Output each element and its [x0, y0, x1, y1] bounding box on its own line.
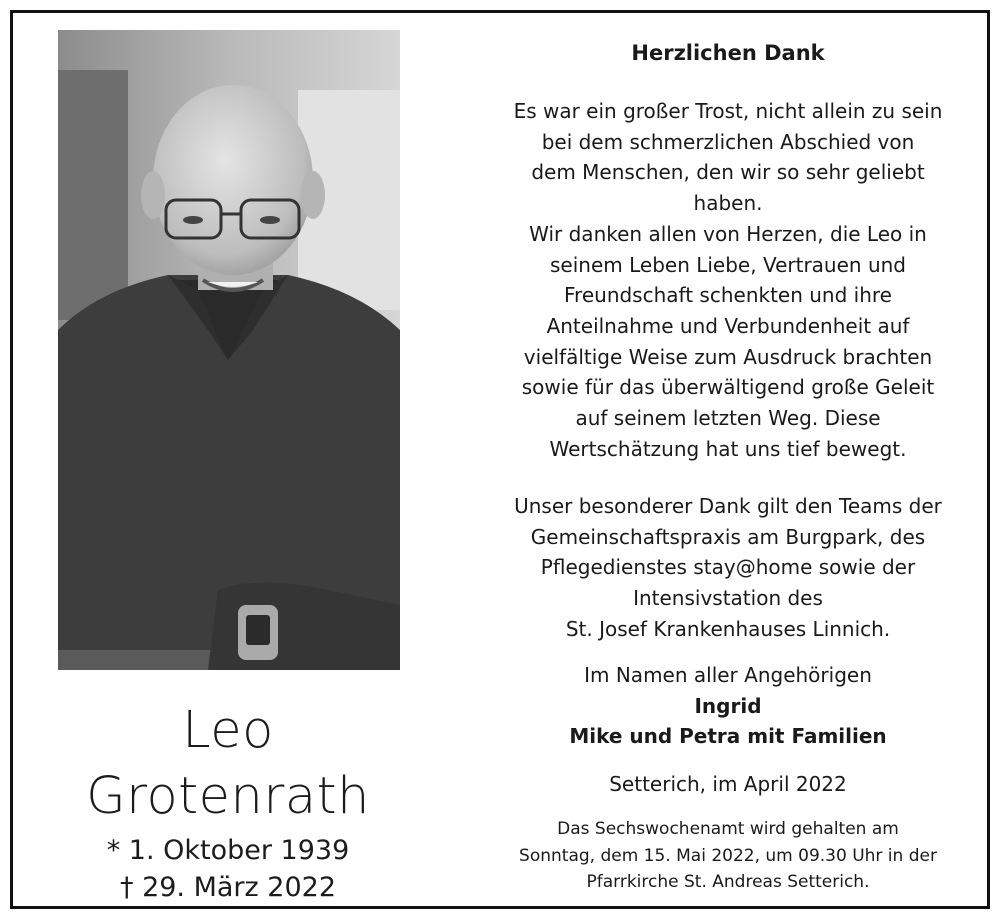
text-line: Es war ein großer Trost, nicht allein zu sein	[513, 99, 943, 123]
text-line: Anteilnahme und Verbundenheit auf	[546, 313, 910, 338]
text-line: Intensivstation des	[633, 586, 823, 611]
thanks-heading: Herzlichen Dank	[631, 41, 825, 65]
text-line: Das Sechswochenamt wird gehalten am	[557, 819, 899, 839]
text-line: haben.	[693, 191, 763, 216]
signature-block	[483, 660, 973, 752]
text-line: seinem Leben Liebe, Vertrauen und	[550, 252, 906, 277]
text-line: vielfältige Weise zum Ausdruck brachten	[523, 344, 933, 369]
signature-intro: Im Namen aller Angehörigen	[584, 663, 872, 687]
text-line: Sonntag, dem 15. Mai 2022, um 09.30 Uhr in der	[519, 845, 937, 866]
text-line: auf seinem letzten Weg. Diese	[575, 406, 881, 431]
text-line: Pflegedienstes stay@home sowie der	[540, 555, 916, 580]
text-line: bei dem schmerzlichen Abschied von	[541, 129, 915, 154]
place-date: Setterich, im April 2022	[609, 772, 847, 796]
deceased-first-name: Leo	[182, 701, 274, 760]
obituary-card	[10, 10, 990, 909]
mass-notice	[483, 816, 973, 896]
portrait-illustration	[58, 30, 400, 670]
thanks-paragraph-1	[483, 96, 973, 464]
deceased-last-name: Grotenrath	[86, 767, 370, 826]
text-line: Pfarrkirche St. Andreas Setterich.	[586, 872, 870, 892]
text-line: Wertschätzung hat uns tief bewegt.	[549, 436, 907, 461]
text-line: Unser besonderer Dank gilt den Teams der	[514, 494, 942, 518]
thanks-paragraph-2	[483, 491, 973, 645]
portrait-photo	[58, 30, 400, 670]
text-line: dem Menschen, den wir so sehr geliebt	[531, 160, 925, 185]
death-date: † 29. März 2022	[119, 872, 336, 903]
text-line: Wir danken allen von Herzen, die Leo in	[529, 221, 927, 246]
text-line: St. Josef Krankenhauses Linnich.	[565, 616, 891, 641]
text-line: Gemeinschaftspraxis am Burgpark, des	[530, 524, 926, 549]
text-line: sowie für das überwältigend große Geleit	[521, 375, 935, 400]
text-line: Freundschaft schenkten und ihre	[564, 283, 892, 308]
signature-name-1: Ingrid	[694, 693, 762, 718]
signature-name-2: Mike und Petra mit Familien	[569, 724, 887, 748]
birth-date: * 1. Oktober 1939	[106, 835, 350, 866]
